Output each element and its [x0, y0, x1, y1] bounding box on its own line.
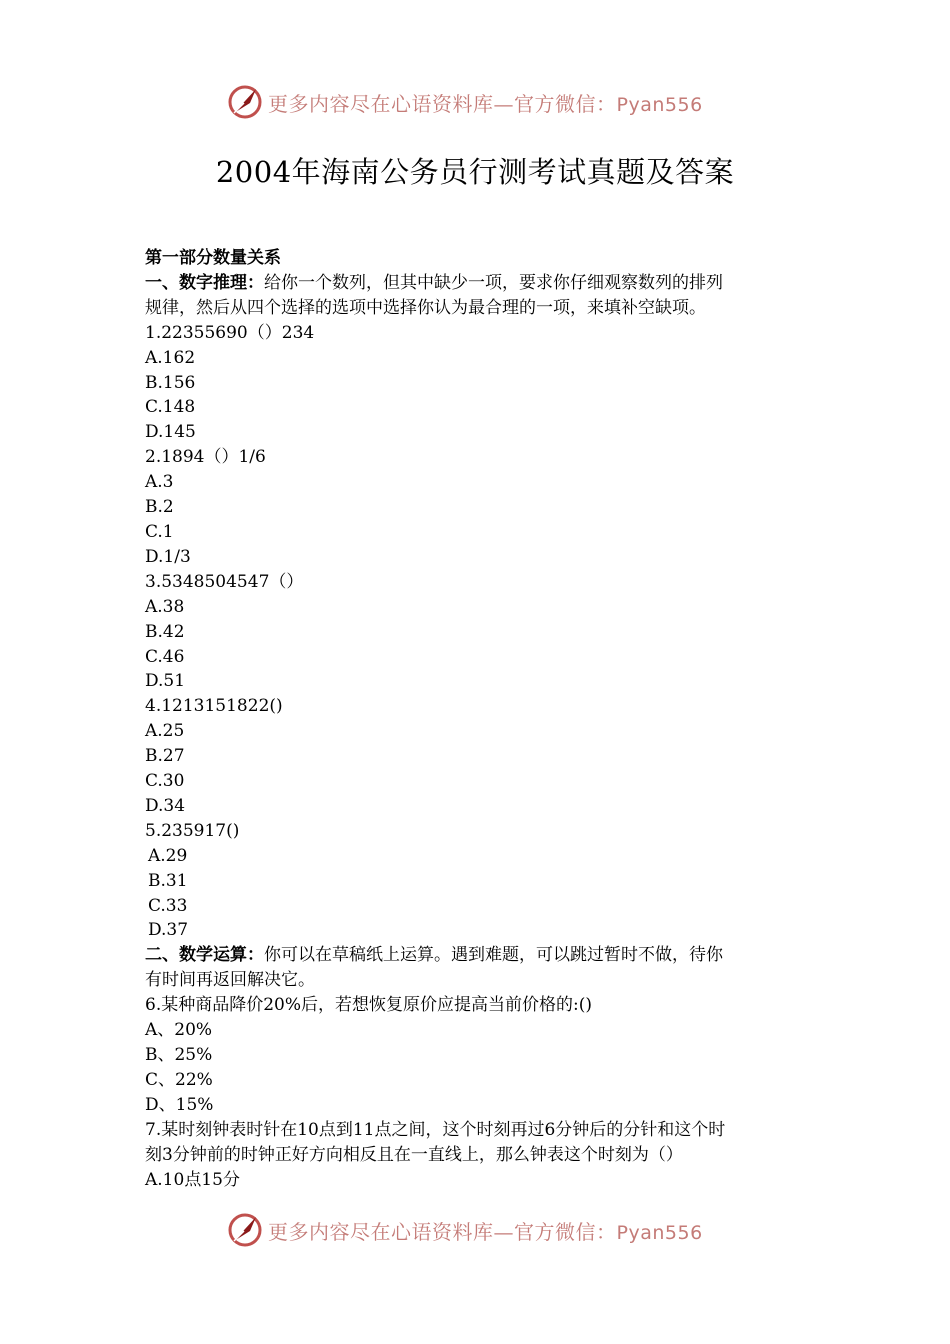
- option: C.33: [148, 895, 188, 916]
- option: D.1/3: [145, 546, 191, 567]
- option: A.10点15分: [145, 1169, 240, 1190]
- option: D.37: [148, 920, 189, 941]
- option: D.51: [145, 671, 186, 692]
- option: C.148: [145, 397, 196, 418]
- part2-intro: 二、数学运算：你可以在草稿纸上运算。遇到难题，可以跳过暂时不做，待你: [145, 945, 723, 966]
- option: A、20%: [145, 1020, 213, 1041]
- question-stem-cont: 刻3分钟前的时钟正好方向相反且在一直线上，那么钟表这个时刻为（）: [145, 1144, 683, 1165]
- option: C.46: [145, 646, 185, 667]
- part1-heading: 一、数字推理：: [145, 272, 264, 293]
- question-stem: 4.1213151822(): [145, 696, 283, 717]
- option: B.27: [145, 746, 185, 767]
- header-banner: [226, 82, 726, 122]
- part2-intro-cont: 有时间再返回解决它。: [145, 970, 315, 991]
- option: D.34: [145, 795, 186, 816]
- option: D.145: [145, 422, 196, 443]
- question-stem: 2.1894（）1/6: [145, 447, 266, 468]
- option: B.31: [148, 870, 188, 891]
- option: A.29: [148, 845, 188, 866]
- footer-banner: [226, 1210, 726, 1250]
- banner-text: 更多内容尽在心语资料库—官方微信：Pyan556: [268, 91, 703, 116]
- option: B.42: [145, 621, 185, 642]
- document-title: 2004年海南公务员行测考试真题及答案: [215, 155, 735, 189]
- option: C、22%: [145, 1069, 213, 1090]
- option: A.25: [145, 721, 185, 742]
- option: C.1: [145, 521, 174, 542]
- question-stem: 1.22355690（）234: [145, 322, 315, 343]
- section-heading: 第一部分数量关系: [145, 248, 281, 268]
- wechat-id: Pyan556: [616, 93, 703, 116]
- quill-logo-icon: [226, 83, 264, 121]
- part1-intro: 一、数字推理：给你一个数列，但其中缺少一项，要求你仔细观察数列的排列: [145, 272, 723, 293]
- option: A.162: [145, 347, 196, 368]
- option: A.3: [145, 472, 174, 493]
- banner-text: 更多内容尽在心语资料库—官方微信：Pyan556: [268, 1219, 703, 1244]
- option: A.38: [145, 596, 185, 617]
- option: B.156: [145, 372, 196, 393]
- quill-logo-icon: [226, 1211, 264, 1249]
- option: C.30: [145, 771, 185, 792]
- option: B.2: [145, 497, 174, 518]
- part1-intro-cont: 规律，然后从四个选择的选项中选择你认为最合理的一项，来填补空缺项。: [145, 297, 706, 318]
- wechat-id: Pyan556: [616, 1221, 703, 1244]
- document-body: [145, 246, 815, 1192]
- question-stem: 6.某种商品降价20%后，若想恢复原价应提高当前价格的:(): [145, 995, 592, 1016]
- question-stem: 7.某时刻钟表时针在10点到11点之间，这个时刻再过6分钟后的分针和这个时: [145, 1119, 726, 1140]
- question-stem: 5.235917(): [145, 820, 240, 841]
- option: D、15%: [145, 1094, 214, 1115]
- question-stem: 3.5348504547（）: [145, 571, 304, 592]
- part2-heading: 二、数学运算：: [145, 945, 264, 966]
- option: B、25%: [145, 1045, 213, 1065]
